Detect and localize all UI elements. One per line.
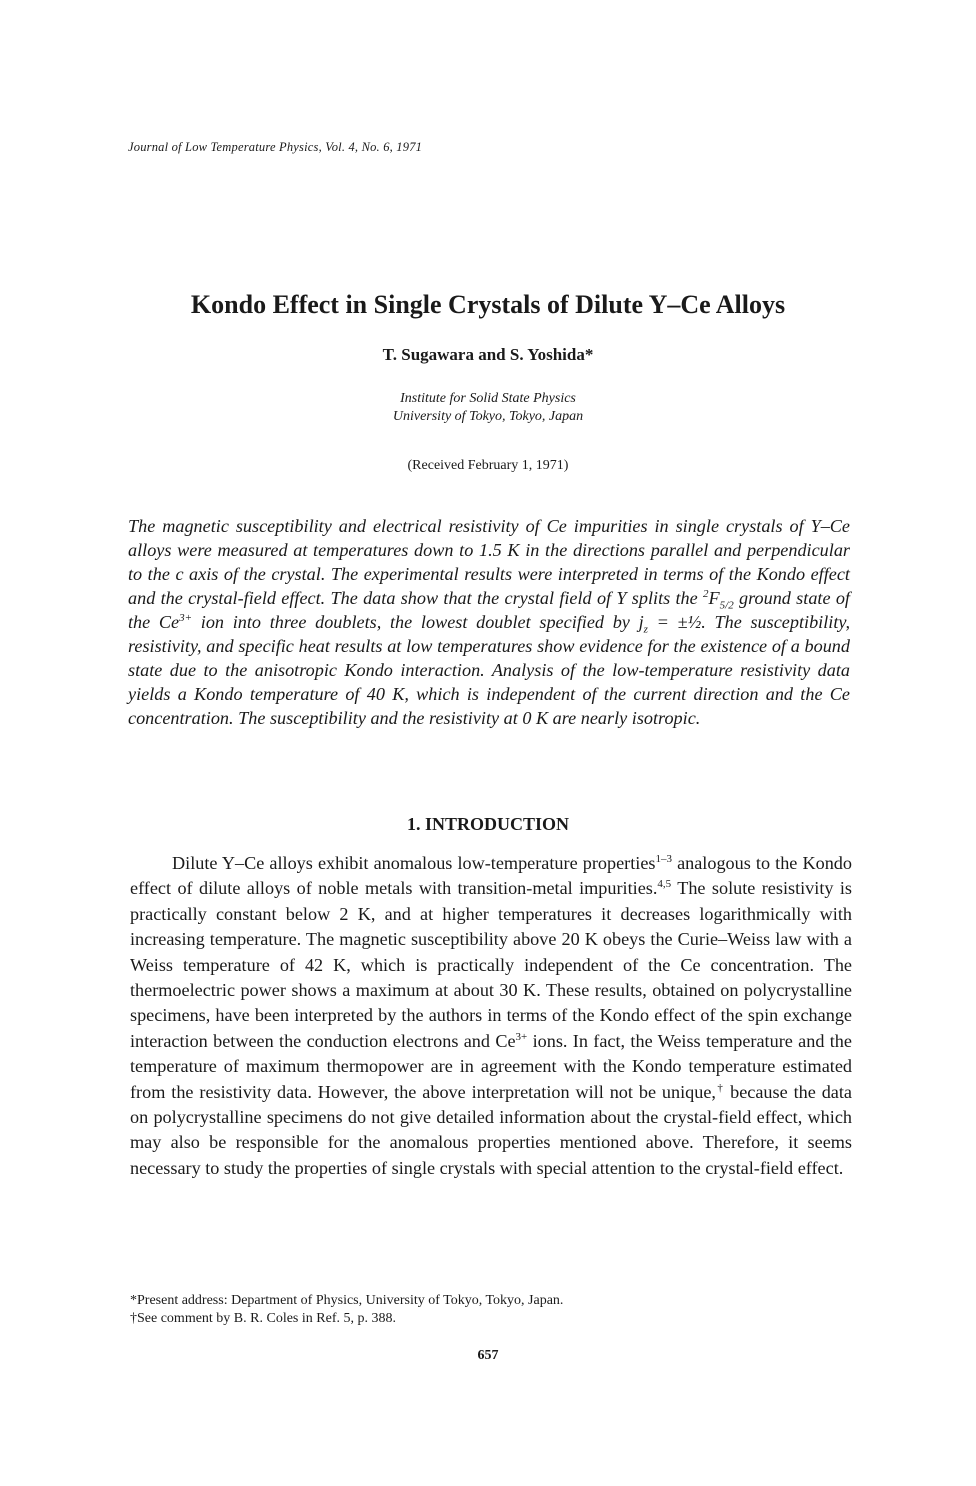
affiliation-line-2: University of Tokyo, Tokyo, Japan [392, 409, 584, 424]
introduction-paragraph [130, 851, 852, 1181]
authors: T. Sugawara and S. Yoshida* [382, 345, 594, 364]
footnote-coles-comment: †See comment by B. R. Coles in Ref. 5, p. 388. [130, 1311, 396, 1326]
term-subscript: 5/2 [719, 599, 734, 612]
abstract-text-4: = ±½. The susceptibility, resistivity, and specific heat results at low temperatures show evidence for the existence of a bound state due to the anisotropic Kondo interaction. Analysis of the low-temperature resistivity data yields a Kondo temperature of 40 K, which is independent of the current direction and the Ce concentration. The susceptibility and the resistivity at 0 K are nearly isotropic. [128, 612, 850, 728]
affiliation-line-1: Institute for Solid State Physics [400, 391, 576, 406]
section-heading: 1. INTRODUCTION [406, 814, 570, 834]
citation-ref-1: 1–3 [655, 852, 672, 865]
abstract [128, 514, 850, 730]
abstract-text-3: ion into three doublets, the lowest doublet specified by j [192, 612, 644, 632]
ion-charge: 3+ [515, 1030, 528, 1043]
intro-text-2: analogous to the Kondo effect of dilute alloys of noble metals with transition-metal impurities. [130, 853, 852, 899]
abstract-text-1: The magnetic susceptibility and electrical resistivity of Ce impurities in single crystals of Y–Ce alloys were measured at temperatures down to 1.5 K in the directions parallel and perpendicular to the c axis of the crystal. The experimental results were interpreted in terms of the Kondo effect and the crystal-field effect. The data show that the crystal field of Y splits the [128, 516, 850, 608]
footnote-present-address: *Present address: Department of Physics, University of Tokyo, Tokyo, Japan. [130, 1293, 564, 1308]
term-superscript: 2 [703, 587, 709, 600]
page-number: 657 [477, 1348, 499, 1363]
abstract-text-2: ground state of the Ce [128, 588, 850, 632]
citation-ref-2: 4,5 [657, 878, 672, 891]
intro-text-4: ions. In fact, the Weiss temperature and the temperature of maximum thermopower are in agreement with the Kondo temperature estimated from the resistivity data. However, the above interpretation will not be unique, [130, 1030, 852, 1102]
affiliation [0, 390, 976, 426]
footnotes [130, 1292, 852, 1328]
jz-subscript: z [643, 623, 648, 636]
abstract-paragraph [128, 514, 850, 730]
intro-text-5: because the data on polycrystalline specimens do not give detailed information about the crystal-field effect, which may also be responsible for the anomalous properties mentioned above. Therefore, it seems necessary to study the properties of single crystals with special attention to the crystal-field effect. [130, 1081, 853, 1178]
received-date: (Received February 1, 1971) [407, 458, 569, 473]
paper-title: Kondo Effect in Single Crystals of Dilute Y–Ce Alloys [190, 290, 786, 319]
dagger-footnote-mark: † [715, 1081, 725, 1094]
intro-text-1: Dilute Y–Ce alloys exhibit anomalous low-temperature properties [172, 853, 656, 873]
ion-charge: 3+ [179, 611, 193, 624]
term-symbol: F [708, 588, 720, 608]
introduction-body [130, 851, 852, 1181]
journal-citation: Journal of Low Temperature Physics, Vol. 4, No. 6, 1971 [128, 140, 423, 154]
intro-text-3: The solute resistivity is practically constant below 2 K, and at higher temperatures it decreases logarithmically with increasing temperature. The magnetic susceptibility above 20 K obeys the Curie–Weiss law with a Weiss temperature of 42 K, which is practically independent of the Ce concentration. The thermoelectric power shows a maximum at about 30 K. These results, obtained on polycrystalline specimens, have been interpreted by the authors in terms of the Kondo effect of the spin exchange interaction between the conduction electrons and Ce [130, 878, 852, 1051]
